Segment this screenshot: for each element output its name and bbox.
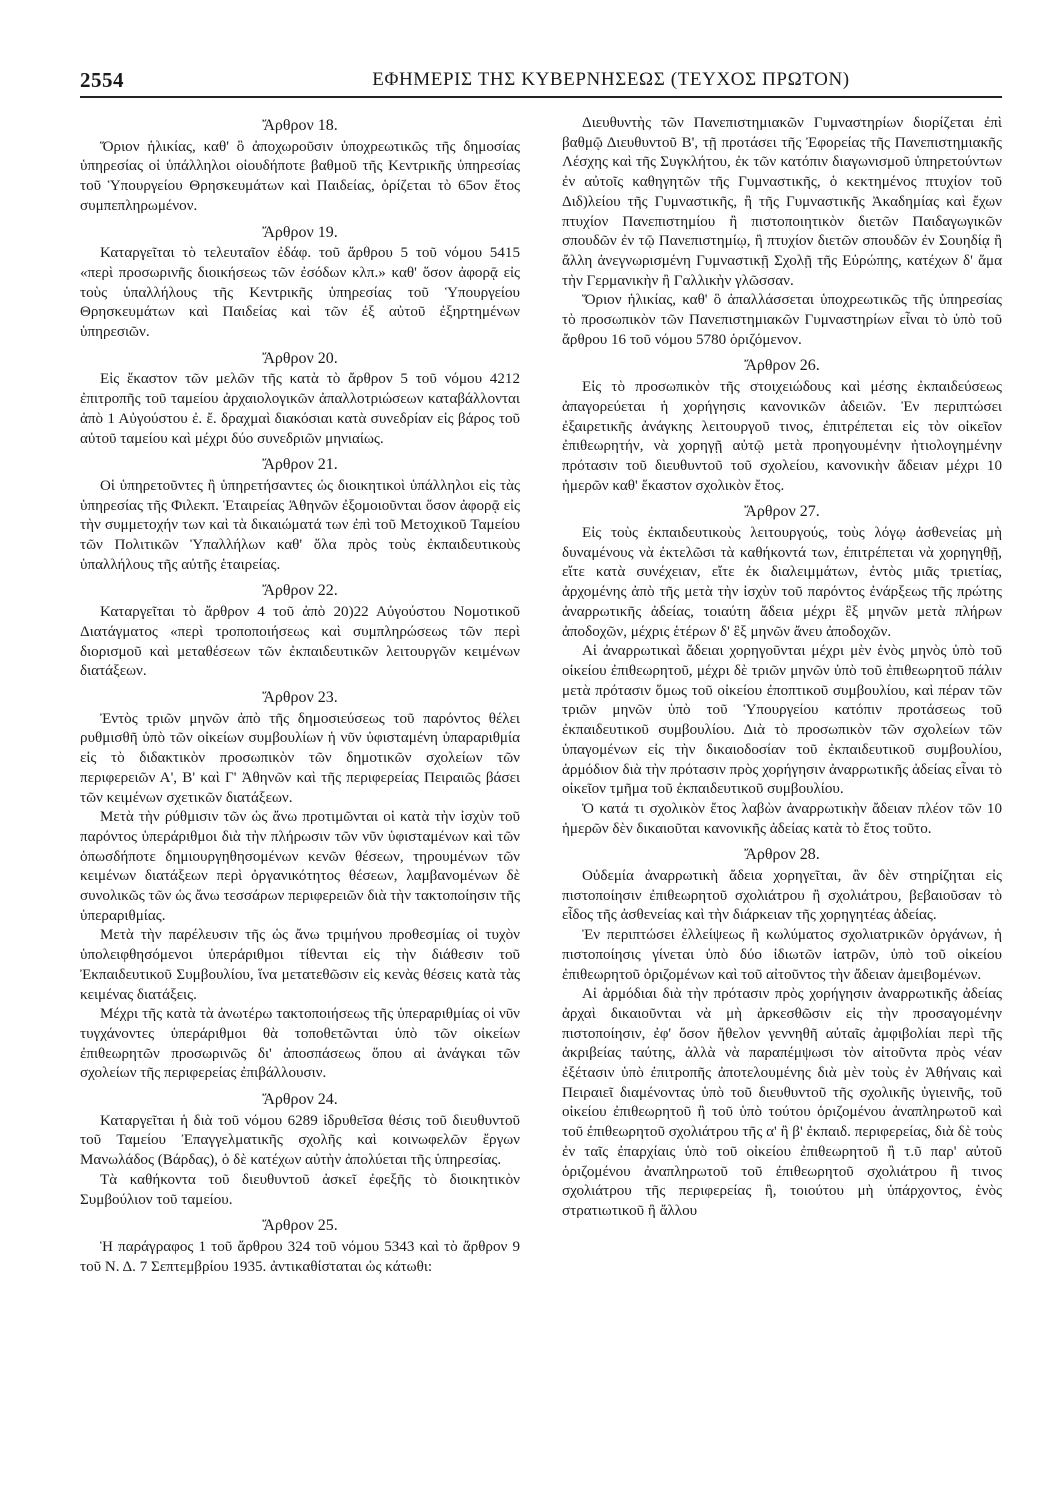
article-title: Ἄρθρον 20.	[262, 349, 338, 367]
article-paragraph: Αἱ ἁρμόδιαι διὰ τὴν πρότασιν πρὸς χορήγησιν ἀναρρωτικῆς ἀδείας ἀρχαὶ δικαιοῦνται νὰ μὴ ἀρκεσθῶσιν εἰς τὴν προσαγομένην πιστοποίησιν, ἐφ' ὅσον ἤθελον γεννηθῆ αὐταῖς ἀμφιβολίαι περὶ τῆς ἀκριβείας ταύτης, ἀλλὰ νὰ παραπέμψωσι τὸν αἰτοῦντα πρὸς νέαν ἐξέτασιν ὑπὸ ἐπιτροπῆς ἀποτελουμένης διὰ μὲν τοὺς ἐν Ἀθήναις καὶ Πειραιεῖ διαμένοντας ὑπὸ τοῦ διευθυντοῦ τῆς σχολικῆς ὑγιεινῆς, τοῦ οἰκείου ἐπιθεωρητοῦ ἢ τοῦ ὑπὸ τούτου ὁριζομένου ἀναπληρωτοῦ καὶ τοῦ ἐπιθεωρητοῦ σχολιάτρου τῆς α' ἢ β' ἐκπαιδ. περιφερείας, διὰ δὲ τοὺς ἐν ταῖς ἐπαρχίαις ὑπὸ τοῦ οἰκείου ἐπιθεωρητοῦ ἢ τ.ῦ παρ' αὐτοῦ ὁριζομένου ἀναπληρωτοῦ τοῦ ἐπιθεωρητοῦ σχολιάτρου ἢ τινος σχολιάτρου τῆς περιφερείας ἢ, τοιούτου μὴ ὑπάρχοντος, ἑνὸς στρατιωτικοῦ ἢ ἄλλου	[562, 986, 1002, 1219]
article-paragraph: Εἰς τὸ προσωπικὸν τῆς στοιχειώδους καὶ μέσης ἐκπαιδεύσεως ἀπαγορεύεται ἡ χορήγησις κανονικῶν ἀδειῶν. Ἐν περιπτώσει ἐξαιρετικῆς ἀνάγκης λειτουργοῦ τινος, ἐπιτρέπεται εἰς τὸν οἰκεῖον ἐπιθεωρητήν, νὰ χορηγῇ αὐτῷ μετὰ προηγουμένην ἠτιολογημένην πρότασιν τοῦ διευθυντοῦ τοῦ σχολείου, κανονικὴν ἄδειαν μέχρι 10 ἡμερῶν καθ' ἕκαστον σχολικὸν ἔτος.	[562, 379, 1002, 494]
article-25	[80, 1216, 520, 1277]
continuation-paragraph: Διευθυντὴς τῶν Πανεπιστημιακῶν Γυμναστηρίων διορίζεται ἐπὶ βαθμῷ Διευθυντοῦ Β', τῇ προτάσει τῆς Ἐφορείας τῆς Πανεπιστημιακῆς Λέσχης καὶ τῆς Συγκλήτου, ἐκ τῶν κατόπιν διαγωνισμοῦ ὑπηρετούντων ἐν αὐτοῖς καθηγητῶν τῆς Γυμναστικῆς, ὁ κεκτημένος πτυχίον τοῦ Διδ)λείου τῆς Γυμναστικῆς, ἢ τῆς Γυμναστικῆς Ἀκαδημίας καὶ ἔχων πτυχίον Πανεπιστημίου ἢ πιστοποιητικὸν διετῶν Παιδαγωγικῶν σπουδῶν ἐν τῷ Πανεπιστημίῳ, ἢ πτυχίον διετῶν σπουδῶν ἐν Σουηδίᾳ ἢ ἄλλη ἀνεγνωρισμένη Γυμναστικῇ Σχολῇ τῆς Εὐρώπης, κατέχων δ' ἅμα τὴν Γερμανικὴν ἢ Γαλλικὴν γλῶσσαν.	[562, 115, 1002, 289]
article-paragraph: Ὅριον ἡλικίας, καθ' ὃ ἀποχωροῦσιν ὑποχρεωτικῶς τῆς δημοσίας ὑπηρεσίας οἱ ὑπάλληλοι οἱουδήποτε βαθμοῦ τῆς Κεντρικῆς ὑπηρεσίας τοῦ Ὑπουργείου Θρησκευμάτων καὶ Παιδείας, ὁρίζεται τὸ 65ον ἔτος συμπεπληρωμένον.	[80, 138, 520, 214]
article-body	[80, 1238, 520, 1277]
article-paragraph: Ἡ παράγραφος 1 τοῦ ἄρθρου 324 τοῦ νόμου 5343 καὶ τὸ ἄρθρον 9 τοῦ Ν. Δ. 7 Σεπτεμβρίου 1935. ἀντικαθίσταται ὡς κάτωθι:	[80, 1238, 520, 1275]
article-25-continuation	[562, 114, 1002, 350]
article-paragraph: Καταργεῖται ἡ διὰ τοῦ νόμου 6289 ἱδρυθεῖσα θέσις τοῦ διευθυντοῦ τοῦ Ταμείου Ἐπαγγελματικῆς σχολῆς καὶ κοινωφελῶν ἔργων Μανωλάδος (Βάρδας), ὁ δὲ κατέχων αὐτὴν ἀπολύεται τῆς ὑπηρεσίας.	[80, 1112, 520, 1169]
article-body	[562, 524, 1002, 839]
article-26	[562, 356, 1002, 496]
article-18	[80, 116, 520, 217]
article-24	[80, 1090, 520, 1210]
article-paragraph: Μέχρι τῆς κατὰ τὰ ἀνωτέρω τακτοποιήσεως τῆς ὑπεραριθμίας οἱ νῦν τυγχάνοντες ὑπεράριθμοι θὰ τοποθετῶνται ὑπὸ τῶν οἰκείων ἐπιθεωρητῶν προσωρινῶς δι' ἀποσπάσεως ὅπου αἱ ἀνάγκαι τῶν σχολείων τῆς περιφερείας ἐπιβάλλουσιν.	[80, 1006, 520, 1082]
article-22	[80, 581, 520, 682]
article-body	[562, 378, 1002, 496]
article-body	[80, 603, 520, 682]
article-title: Ἄρθρον 18.	[262, 117, 338, 134]
article-paragraph: Ἐν περιπτώσει ἐλλείψεως ἢ κωλύματος σχολιατρικῶν ὀργάνων, ἡ πιστοποίησις γίνεται ὑπὸ δύο ἰδιωτῶν ἰατρῶν, ὑπὸ τοῦ οἰκείου ἐπιθεωρητοῦ ὁριζομένων καὶ τοῦ αἰτοῦντος τὴν ἄδειαν ἀμειβομένων.	[562, 927, 1002, 983]
article-27	[562, 502, 1002, 839]
article-paragraph: Οὐδεμία ἀναρρωτικὴ ἄδεια χορηγεῖται, ἂν δὲν στηρίζηται εἰς πιστοποίησιν ἐπιθεωρητοῦ σχολιάτρου ἢ σχολιάτρου, βεβαιοῦσαν τὸ εἶδος τῆς ἀσθενείας καὶ τὴν διάρκειαν τῆς χορηγητέας ἀδείας.	[562, 868, 1002, 924]
page-header	[80, 66, 1002, 98]
left-column	[80, 114, 520, 1283]
page-number: 2554	[80, 68, 124, 92]
article-28	[562, 845, 1002, 1221]
article-title: Ἄρθρον 27.	[744, 503, 820, 521]
article-paragraph: Τὰ καθήκοντα τοῦ διευθυντοῦ ἀσκεῖ ἐφεξῆς τὸ διοικητικὸν Συμβούλιον τοῦ ταμείου.	[80, 1171, 520, 1208]
article-body	[80, 244, 520, 343]
article-title: Ἄρθρον 24.	[262, 1091, 338, 1109]
article-21	[80, 455, 520, 575]
article-19	[80, 223, 520, 343]
article-paragraph: Μετὰ τὴν παρέλευσιν τῆς ὡς ἄνω τριμήνου προθεσμίας οἱ τυχὸν ὑπολειφθησόμενοι ὑπεράριθμοι τίθενται εἰς τὴν διάθεσιν τοῦ Ἐκπαιδευτικοῦ Συμβουλίου, ἵνα μετατεθῶσιν εἰς κενὰς θέσεις κατὰ τὰς κειμένας διατάξεις.	[80, 927, 520, 1003]
article-paragraph: Καταργεῖται τὸ ἄρθρον 4 τοῦ ἀπὸ 20)22 Αὐγούστου Νομοτικοῦ Διατάγματος «περὶ τροποποιήσεως καὶ συμπληρώσεως τῶν περὶ διορισμοῦ καὶ μεταθέσεων τῶν ἐκπαιδευτικῶν λειτουργῶν κειμένων διατάξεων.	[80, 604, 520, 680]
article-title: Ἄρθρον 26.	[744, 357, 820, 375]
article-20	[80, 349, 520, 450]
article-paragraph: Εἰς τοὺς ἐκπαιδευτικοὺς λειτουργούς, τοὺς λόγῳ ἀσθενείας μὴ δυναμένους νὰ ἐκτελῶσι τὰ καθήκοντά των, ἐπιτρέπεται νὰ χορηγηθῇ, εἴτε κατὰ συνέχειαν, εἴτε ἐκ διαλειμμάτων, ἐντὸς μιᾶς τριετίας, ἀρχομένης ἀπὸ τῆς μετὰ τὴν ἰσχὺν τοῦ παρόντος ἐνάρξεως τῆς πρώτης ἀναρρωτικῆς ἀδείας, τοιαύτη ἄδεια μέχρι ἓξ μηνῶν μετὰ πλήρων ἀποδοχῶν, μέχρις ἑτέρων δ' ἓξ μηνῶν ἄνευ ἀποδοχῶν.	[562, 525, 1002, 640]
article-paragraph: Αἱ ἀναρρωτικαὶ ἄδειαι χορηγοῦνται μέχρι μὲν ἑνὸς μηνὸς ὑπὸ τοῦ οἰκείου ἐπιθεωρητοῦ, μέχρι δὲ τριῶν μηνῶν ὑπὸ τοῦ ἐπιθεωρητοῦ πάλιν μετὰ πρότασιν ὅμως τοῦ οἰκείου ἐποπτικοῦ συμβουλίου, καὶ πέραν τῶν τριῶν μηνῶν ὑπὸ τοῦ Ὑπουργείου κατόπιν προτάσεως τοῦ ἐκπαιδευτικοῦ συμβουλίου. Διὰ τὸ προσωπικὸν τῶν σχολείων τῶν ὑπαγομένων εἰς τὴν δικαιοδοσίαν τοῦ ἐκπαιδευτικοῦ συμβουλίου, ἁρμόδιον διὰ τὴν πρότασιν πρὸς χορήγησιν ἀναρρωτικῆς ἀδείας εἶναι τὸ οἰκεῖον τμῆμα τοῦ ἐκπαιδευτικοῦ συμβουλίου.	[562, 643, 1002, 798]
article-paragraph: Ὁ κατά τι σχολικὸν ἔτος λαβὼν ἀναρρωτικὴν ἄδειαν πλέον τῶν 10 ἡμερῶν δὲν δικαιοῦται κανονικῆς ἀδείας κατὰ τὸ ἔτος τοῦτο.	[562, 800, 1002, 837]
article-title: Ἄρθρον 23.	[262, 688, 338, 706]
article-paragraph: Ἐντὸς τριῶν μηνῶν ἀπὸ τῆς δημοσιεύσεως τοῦ παρόντος θέλει ρυθμισθῆ ὑπὸ τῶν οἰκείων συμβουλίων ἡ νῦν ὑφισταμένη ὑπαραριθμία εἰς τὸ διδακτικὸν προσωπικὸν τῶν δημοτικῶν σχολείων τῶν περιφερειῶν Α', Β' καὶ Γ' Ἀθηνῶν καὶ τῆς περιφερείας Πειραιῶς βάσει τῶν κειμένων σχετικῶν διατάξεων.	[80, 710, 520, 806]
article-23	[80, 688, 520, 1084]
continuation-paragraph: Ὅριον ἡλικίας, καθ' ὃ ἀπαλλάσσεται ὑποχρεωτικῶς τῆς ὑπηρεσίας τὸ προσωπικὸν τῶν Πανεπιστημιακῶν Γυμναστηρίων εἶναι τὸ ὑπὸ τοῦ ἄρθρου 16 τοῦ νόμου 5780 ὁριζόμενον.	[562, 292, 1002, 348]
article-title: Ἄρθρον 28.	[744, 846, 820, 864]
article-paragraph: Μετὰ τὴν ρύθμισιν τῶν ὡς ἄνω προτιμῶνται οἱ κατὰ τὴν ἰσχὺν τοῦ παρόντος ὑπεράριθμοι διὰ τὴν πλήρωσιν τῶν νῦν ὑφισταμένων καὶ τῶν ὁπωσδήποτε δημιουργηθησομένων κενῶν θέσεων, τηρουμένων τῶν κειμένων διατάξεων περὶ ὀργανικότητος θέσεων, λαμβανομένων δὲ συνολικῶς τῶν ὡς ἄνω τεσσάρων περιφερειῶν διὰ τὴν τακτοποίησιν τῆς ὑπεραριθμίας.	[80, 809, 520, 924]
article-paragraph: Εἰς ἕκαστον τῶν μελῶν τῆς κατὰ τὸ ἄρθρον 5 τοῦ νόμου 4212 ἐπιτροπῆς τοῦ ταμείου ἀρχαιολογικῶν ἀπαλλοτριώσεων καταβάλλονται ἀπὸ 1 Αὐγούστου ἐ. ἔ. δραχμαὶ διακόσιαι κατὰ συνεδρίαν εἰς βάρος τοῦ αὐτοῦ ταμείου καὶ μέχρι δύο συνεδριῶν μηνιαίως.	[80, 371, 520, 447]
article-title: Ἄρθρον 25.	[262, 1217, 338, 1235]
article-body	[562, 867, 1002, 1222]
article-paragraph: Καταργεῖται τὸ τελευταῖον ἐδάφ. τοῦ ἄρθρου 5 τοῦ νόμου 5415 «περὶ προσωρινῆς διοικήσεως τῶν ἐσόδων κλπ.» καθ' ὅσον ἀφορᾷ εἰς τοὺς ὑπαλλήλους τῆς Κεντρικῆς ὑπηρεσίας τοῦ Ὑπουργείου Θρησκευμάτων καὶ Παιδείας καὶ τῶν ἐξ αὐτοῦ ἐξηρτημένων ὑπηρεσιῶν.	[80, 245, 520, 341]
article-title: Ἄρθρον 22.	[262, 582, 338, 600]
article-title: Ἄρθρον 19.	[262, 223, 338, 241]
right-column	[562, 114, 1002, 1228]
article-body	[80, 477, 520, 576]
article-body	[80, 1112, 520, 1211]
article-paragraph: Οἱ ὑπηρετοῦντες ἢ ὑπηρετήσαντες ὡς διοικητικοὶ ὑπάλληλοι εἰς τὰς ὑπηρεσίας τῆς Φιλεκπ. Ἑταιρείας Ἀθηνῶν ἐξομοιοῦνται ὅσον ἀφορᾷ εἰς τὴν συμμετοχήν των καὶ τὰ δικαιώματά των ἐπὶ τοῦ Μετοχικοῦ Ταμείου τῶν Πολιτικῶν Ὑπαλλήλων καθ' ὅλα πρὸς τοὺς ἐκπαιδευτικοὺς ὑπαλλήλους τῆς αὐτῆς ἑταιρείας.	[80, 477, 520, 573]
article-body	[80, 710, 520, 1084]
article-title: Ἄρθρον 21.	[262, 456, 338, 474]
article-body	[80, 370, 520, 449]
article-body	[80, 138, 520, 217]
running-title: ΕΦΗΜΕΡΙΣ ΤΗΣ ΚΥΒΕΡΝΗΣΕΩΣ (ΤΕΥΧΟΣ ΠΡΩΤΟΝ)	[372, 69, 850, 90]
